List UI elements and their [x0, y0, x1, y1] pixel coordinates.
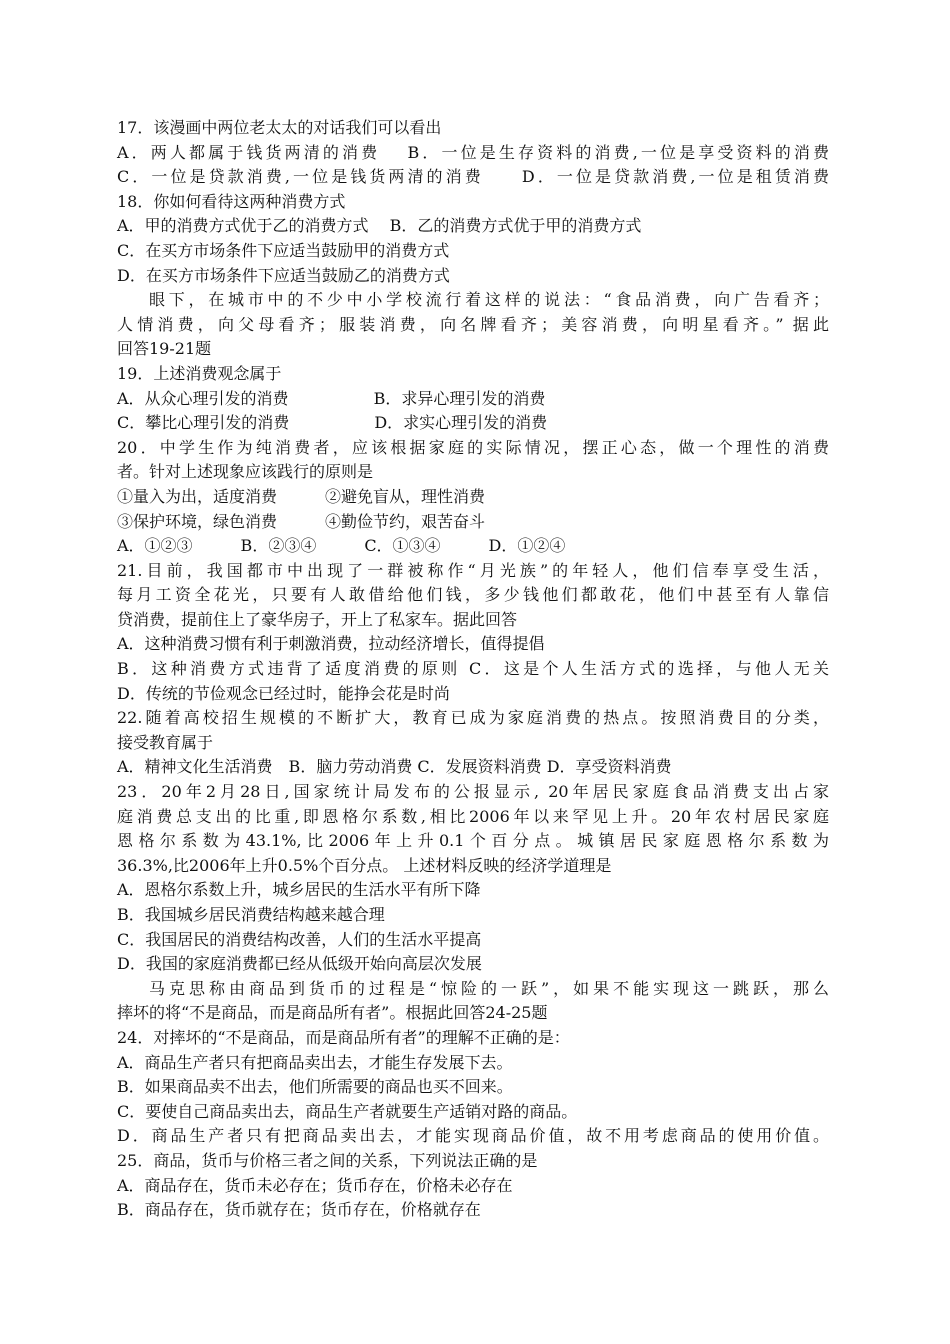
q20-items-34: ③保护环境，绿色消费 ④勤俭节约，艰苦奋斗	[117, 511, 486, 531]
q23-stem-line-2: 庭消费总支出的比重,即恩格尔系数,相比2006年以来罕见上升。20年农村居民家庭	[117, 806, 829, 826]
q20-options: A．①②③ B．②③④ C．①③④ D．①②④	[117, 536, 566, 556]
q21-option-a: A．这种消费习惯有利于刺激消费，拉动经济增长，值得提倡	[117, 634, 545, 654]
q23-option-b: B．我国城乡居民消费结构越来越合理	[117, 905, 385, 924]
q21-stem-line-3: 贷消费，提前住上了豪华房子，开上了私家车。据此回答	[117, 609, 518, 629]
q20-stem-line-2: 者。针对上述现象应该践行的原则是	[117, 462, 374, 482]
q24-option-b: B．如果商品卖不出去，他们所需要的商品也买不回来。	[117, 1077, 513, 1097]
q23-stem-line-1: 23．20年2月28日,国家统计局发布的公报显示, 20年居民家庭食品消费支出占家	[117, 782, 829, 802]
q23-stem-line-4: 36.3%,比2006年上升0.5%个百分点。 上述材料反映的经济学道理是	[117, 855, 612, 875]
q19-stem: 19．上述消费观念属于	[117, 363, 282, 383]
q24-stem: 24．对摔坏的“不是商品，而是商品所有者”的理解不正确的是：	[117, 1027, 570, 1047]
passage-19-21-line-3: 回答19-21题	[117, 339, 212, 359]
q21-stem-line-2: 每月工资全花光，只要有人敢借给他们钱，多少钱他们都敢花，他们中甚至有人靠信	[117, 585, 829, 605]
q22-options: A．精神文化生活消费 B．脑力劳动消费 C．发展资料消费 D．享受资料消费	[117, 757, 672, 777]
q21-option-d: D．传统的节俭观念已经过时，能挣会花是时尚	[117, 683, 450, 703]
q23-option-a: A．恩格尔系数上升，城乡居民的生活水平有所下降	[117, 880, 481, 900]
q18-option-c: C．在买方市场条件下应适当鼓励甲的消费方式	[117, 240, 450, 260]
q23-stem-line-3: 恩格尔系数为43.1%,比2006年上升0.1个百分点。城镇居民家庭恩格尔系数为	[117, 831, 829, 851]
q24-option-a: A．商品生产者只有把商品卖出去，才能生存发展下去。	[117, 1052, 513, 1072]
q19-options-ab: A．从众心理引发的消费 B．求异心理引发的消费	[117, 388, 546, 408]
document-page	[117, 116, 829, 1223]
q21-stem-line-1: 21.目前，我国都市中出现了一群被称作“月光族”的年轻人，他们信奉享受生活，	[117, 560, 829, 580]
passage-19-21-line-1: 眼下，在城市中的不少中小学校流行着这样的说法：“食品消费，向广告看齐；	[149, 290, 829, 310]
q25-option-b: B．商品存在，货币就存在；货币存在，价格就存在	[117, 1200, 481, 1220]
q18-option-d: D．在买方市场条件下应适当鼓励乙的消费方式	[117, 265, 450, 285]
q17-options-cd: C．一位是贷款消费,一位是钱货两清的消费 D．一位是贷款消费,一位是租赁消费	[117, 167, 829, 187]
q23-option-c: C．我国居民的消费结构改善，人们的生活水平提高	[117, 929, 482, 949]
q18-options-ab: A．甲的消费方式优于乙的消费方式 B．乙的消费方式优于甲的消费方式	[117, 216, 642, 236]
q20-items-12: ①量入为出，适度消费 ②避免盲从，理性消费	[117, 486, 486, 506]
passage-24-25-line-1: 马克思称由商品到货币的过程是“惊险的一跃”，如果不能实现这一跳跃，那么	[149, 978, 829, 998]
q25-option-a: A．商品存在，货币未必存在；货币存在，价格未必存在	[117, 1175, 513, 1195]
q22-stem-line-1: 22.随着高校招生规模的不断扩大，教育已成为家庭消费的热点。按照消费目的分类，	[117, 708, 829, 728]
q20-stem-line-1: 20．中学生作为纯消费者，应该根据家庭的实际情况，摆正心态，做一个理性的消费	[117, 437, 829, 457]
q19-options-cd: C．攀比心理引发的消费 D．求实心理引发的消费	[117, 413, 548, 433]
q21-options-bc: B．这种消费方式违背了适度消费的原则 C．这是个人生活方式的选择，与他人无关	[117, 659, 829, 679]
q18-stem: 18．你如何看待这两种消费方式	[117, 191, 346, 211]
q23-option-d: D．我国的家庭消费都已经从低级开始向高层次发展	[117, 954, 482, 974]
q17-options-ab: A．两人都属于钱货两清的消费 B．一位是生存资料的消费,一位是享受资料的消费	[117, 142, 829, 162]
q25-stem: 25．商品，货币与价格三者之间的关系，下列说法正确的是	[117, 1150, 538, 1170]
q24-option-d: D．商品生产者只有把商品卖出去，才能实现商品价值，故不用考虑商品的使用价值。	[117, 1126, 829, 1146]
passage-19-21-line-2: 人情消费，向父母看齐；服装消费，向名牌看齐；美容消费，向明星看齐。” 据此	[117, 314, 829, 334]
q17-stem: 17．该漫画中两位老太太的对话我们可以看出	[117, 118, 442, 137]
q24-option-c: C．要使自己商品卖出去，商品生产者就要生产适销对路的商品。	[117, 1101, 578, 1121]
q22-stem-line-2: 接受教育属于	[117, 732, 214, 752]
passage-24-25-line-2: 摔坏的将“不是商品，而是商品所有者”。根据此回答24-25题	[117, 1003, 548, 1023]
